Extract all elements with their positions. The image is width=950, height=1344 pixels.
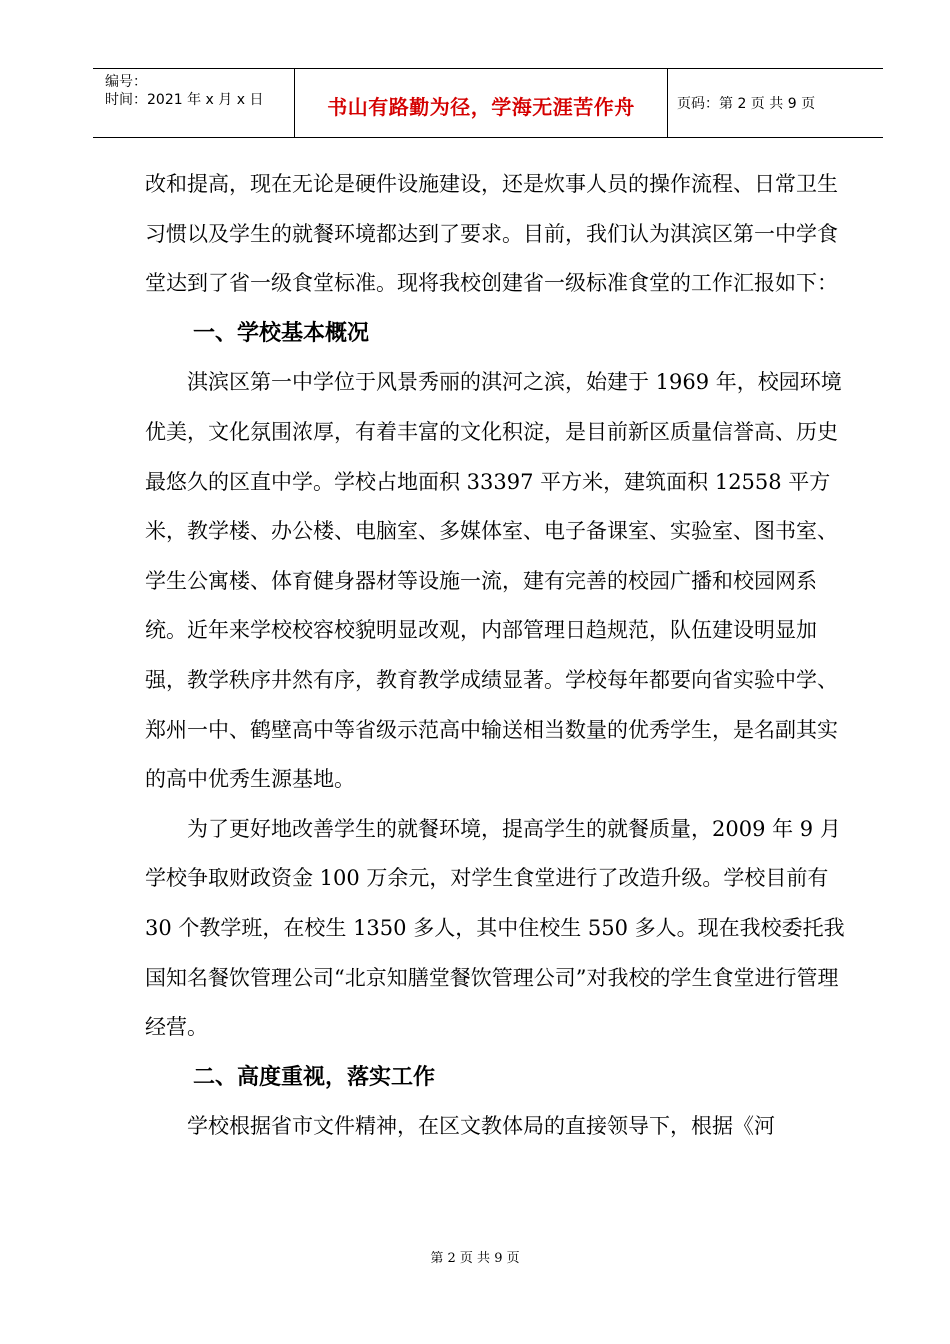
document-body	[145, 160, 845, 1152]
paragraph: 改和提高，现在无论是硬件设施建设，还是炊事人员的操作流程、日常卫生习惯以及学生的就餐环境都达到了要求。目前，我们认为淇滨区第一中学食堂达到了省一级食堂标准。现将我校创建省一级标准食堂的工作汇报如下：	[145, 172, 838, 296]
page-footer: 第 2 页 共 9 页	[430, 1251, 520, 1266]
document-header	[93, 68, 883, 138]
header-info-cell	[93, 69, 294, 137]
header-motto-cell	[294, 69, 668, 137]
document-number-label: 编号：	[105, 74, 147, 90]
header-page-cell	[667, 69, 883, 137]
section-heading: 二、高度重视，落实工作	[193, 1064, 436, 1090]
paragraph: 学校根据省市文件精神，在区文教体局的直接领导下，根据《河	[187, 1114, 775, 1139]
document-date-label: 时间：2021 年 x 月 x 日	[105, 92, 264, 108]
header-page-number: 页码：第 2 页 共 9 页	[677, 96, 816, 112]
paragraph: 为了更好地改善学生的就餐环境，提高学生的就餐质量，2009 年 9 月学校争取财政资金 100 万余元，对学生食堂进行了改造升级。学校目前有 30 个教学班，在校生 1350 多人，其中住校生 550 多人。现在我校委托我国知名餐饮管理公司“北京知膳堂餐饮管理公司”对我校的学生食堂进行管理经营。	[145, 816, 845, 1040]
paragraph: 淇滨区第一中学位于风景秀丽的淇河之滨，始建于 1969 年，校园环境优美，文化氛围浓厚，有着丰富的文化积淀，是目前新区质量信誉高、历史最悠久的区直中学。学校占地面积 33397 平方米，建筑面积 12558 平方米，教学楼、办公楼、电脑室、多媒体室、电子备课室、实验室、图书室、学生公寓楼、体育健身器材等设施一流，建有完善的校园广播和校园网系统。近年来学校校容校貌明显改观，内部管理日趋规范，队伍建设明显加强，教学秩序井然有序，教育教学成绩显著。学校每年都要向省实验中学、郑州一中、鹤壁高中等省级示范高中输送相当数量的优秀学生，是名副其实的高中优秀生源基地。	[145, 370, 842, 792]
header-motto: 书山有路勤为径，学海无涯苦作舟	[327, 95, 635, 119]
section-heading: 一、学校基本概况	[193, 320, 370, 346]
